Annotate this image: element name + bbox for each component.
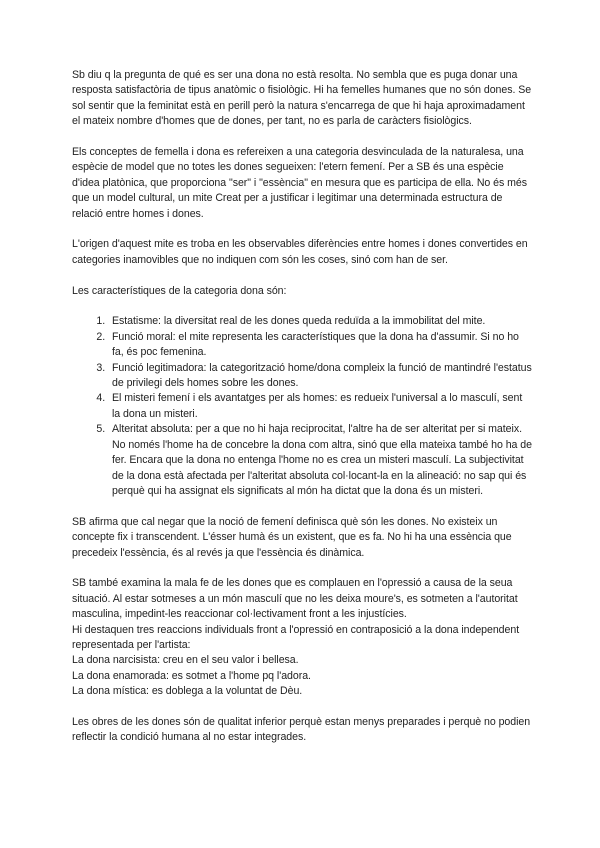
paragraph-bad-faith: [72, 576, 532, 699]
bad-faith-intro: SB també examina la mala fe de les dones que es complauen en l'opressió a causa de la seua situació. Al estar sotmeses a un món masculí que no les deixa moure's, es sotmeten a l'autoritat masculina, impedint-les reaccionar col·lectivament front a les injustícies.: [72, 577, 518, 621]
paragraph-woman-question: Sb diu q la pregunta de qué es ser una dona no està resolta. No sembla que es puga donar una resposta satisfactòria de tipus anatòmic o fisiològic. Hi ha femelles humanes que no són dones. Se sol sentir que la feminitat està en perill però la natura s'encarrega de que hi haja aproximadament el mateix nombre d'homes que de dones, per tant, no es parla de caràcters fisiològics.: [72, 69, 532, 128]
reactions-intro: Hi destaquen tres reaccions individuals front a l'opressió en contraposició a la dona independent representada per l'artista:: [72, 623, 520, 651]
document-page: [72, 68, 532, 761]
list-item: 3. Funció legitimadora: la categorització home/dona compleix la funció de mantindré l'estatus de privilegi dels homes sobre les dones.: [108, 361, 532, 392]
list-item: 1. Estatisme: la diversitat real de les dones queda reduïda a la immobilitat del mite.: [108, 314, 532, 329]
list-item: 4. El misteri femení i els avantatges per als homes: es redueix l'universal a lo masculí, sent la dona un misteri.: [108, 391, 532, 422]
reaction-mystic: La dona mística: es doblega a la voluntat de Dèu.: [72, 685, 303, 698]
reaction-narcissist: La dona narcisista: creu en el seu valor i bellesa.: [72, 654, 299, 667]
paragraph-essence: SB afirma que cal negar que la noció de femení definisca què són les dones. No existeix un concepte fix i transcendent. L'ésser humà és un existent, que es fa. No hi ha una essència que precedeix l'essència, és al revés ja que l'essència és dinàmica.: [72, 515, 512, 559]
characteristics-list: [72, 314, 532, 499]
paragraph-characteristics-intro: Les característiques de la categoria dona són:: [72, 284, 287, 297]
paragraph-eternal-feminine: Els conceptes de femella i dona es refereixen a una categoria desvinculada de la naturalesa, una espècie de model que no totes les dones segueixen: l'etern femení. Per a SB és una espècie d'idea platònica, que proporciona "ser" i "essència" en mesura que es participa de ella. No és més que un model cultural, un mite Creat per a justificar i legitimar una determinada estructura de relació entre homes i dones.: [72, 146, 528, 220]
paragraph-closing: Les obres de les dones són de qualitat inferior perquè estan menys preparades i perquè no podien reflectir la condició humana al no estar integrades.: [72, 715, 531, 744]
paragraph-myth-origin: L'origen d'aquest mite es troba en les observables diferències entre homes i dones convertides en categories inamovibles que no indiquen com són les coses, sinó com han de ser.: [72, 238, 528, 266]
reaction-in-love: La dona enamorada: es sotmet a l'home pq l'adora.: [72, 669, 311, 682]
list-item: 2. Funció moral: el mite representa les característiques que la dona ha d'assumir. Si no ho fa, és poc femenina.: [108, 330, 532, 361]
list-item: 5. Alteritat absoluta: per a que no hi haja reciprocitat, l'altre ha de ser alteritat per si mateix. No només l'home ha de concebre la dona com altra, sinó que ella mateixa també ho ha de fer. Encara que la dona no entenga l'home no es crea un misteri masculí. La subjectivitat de la dona està afectada per l'alteritat absoluta col·locant-la en la alineació: no sap qui és perquè qui ha assignat els significats al món ha dictat que la dona és un misteri.: [108, 422, 532, 499]
